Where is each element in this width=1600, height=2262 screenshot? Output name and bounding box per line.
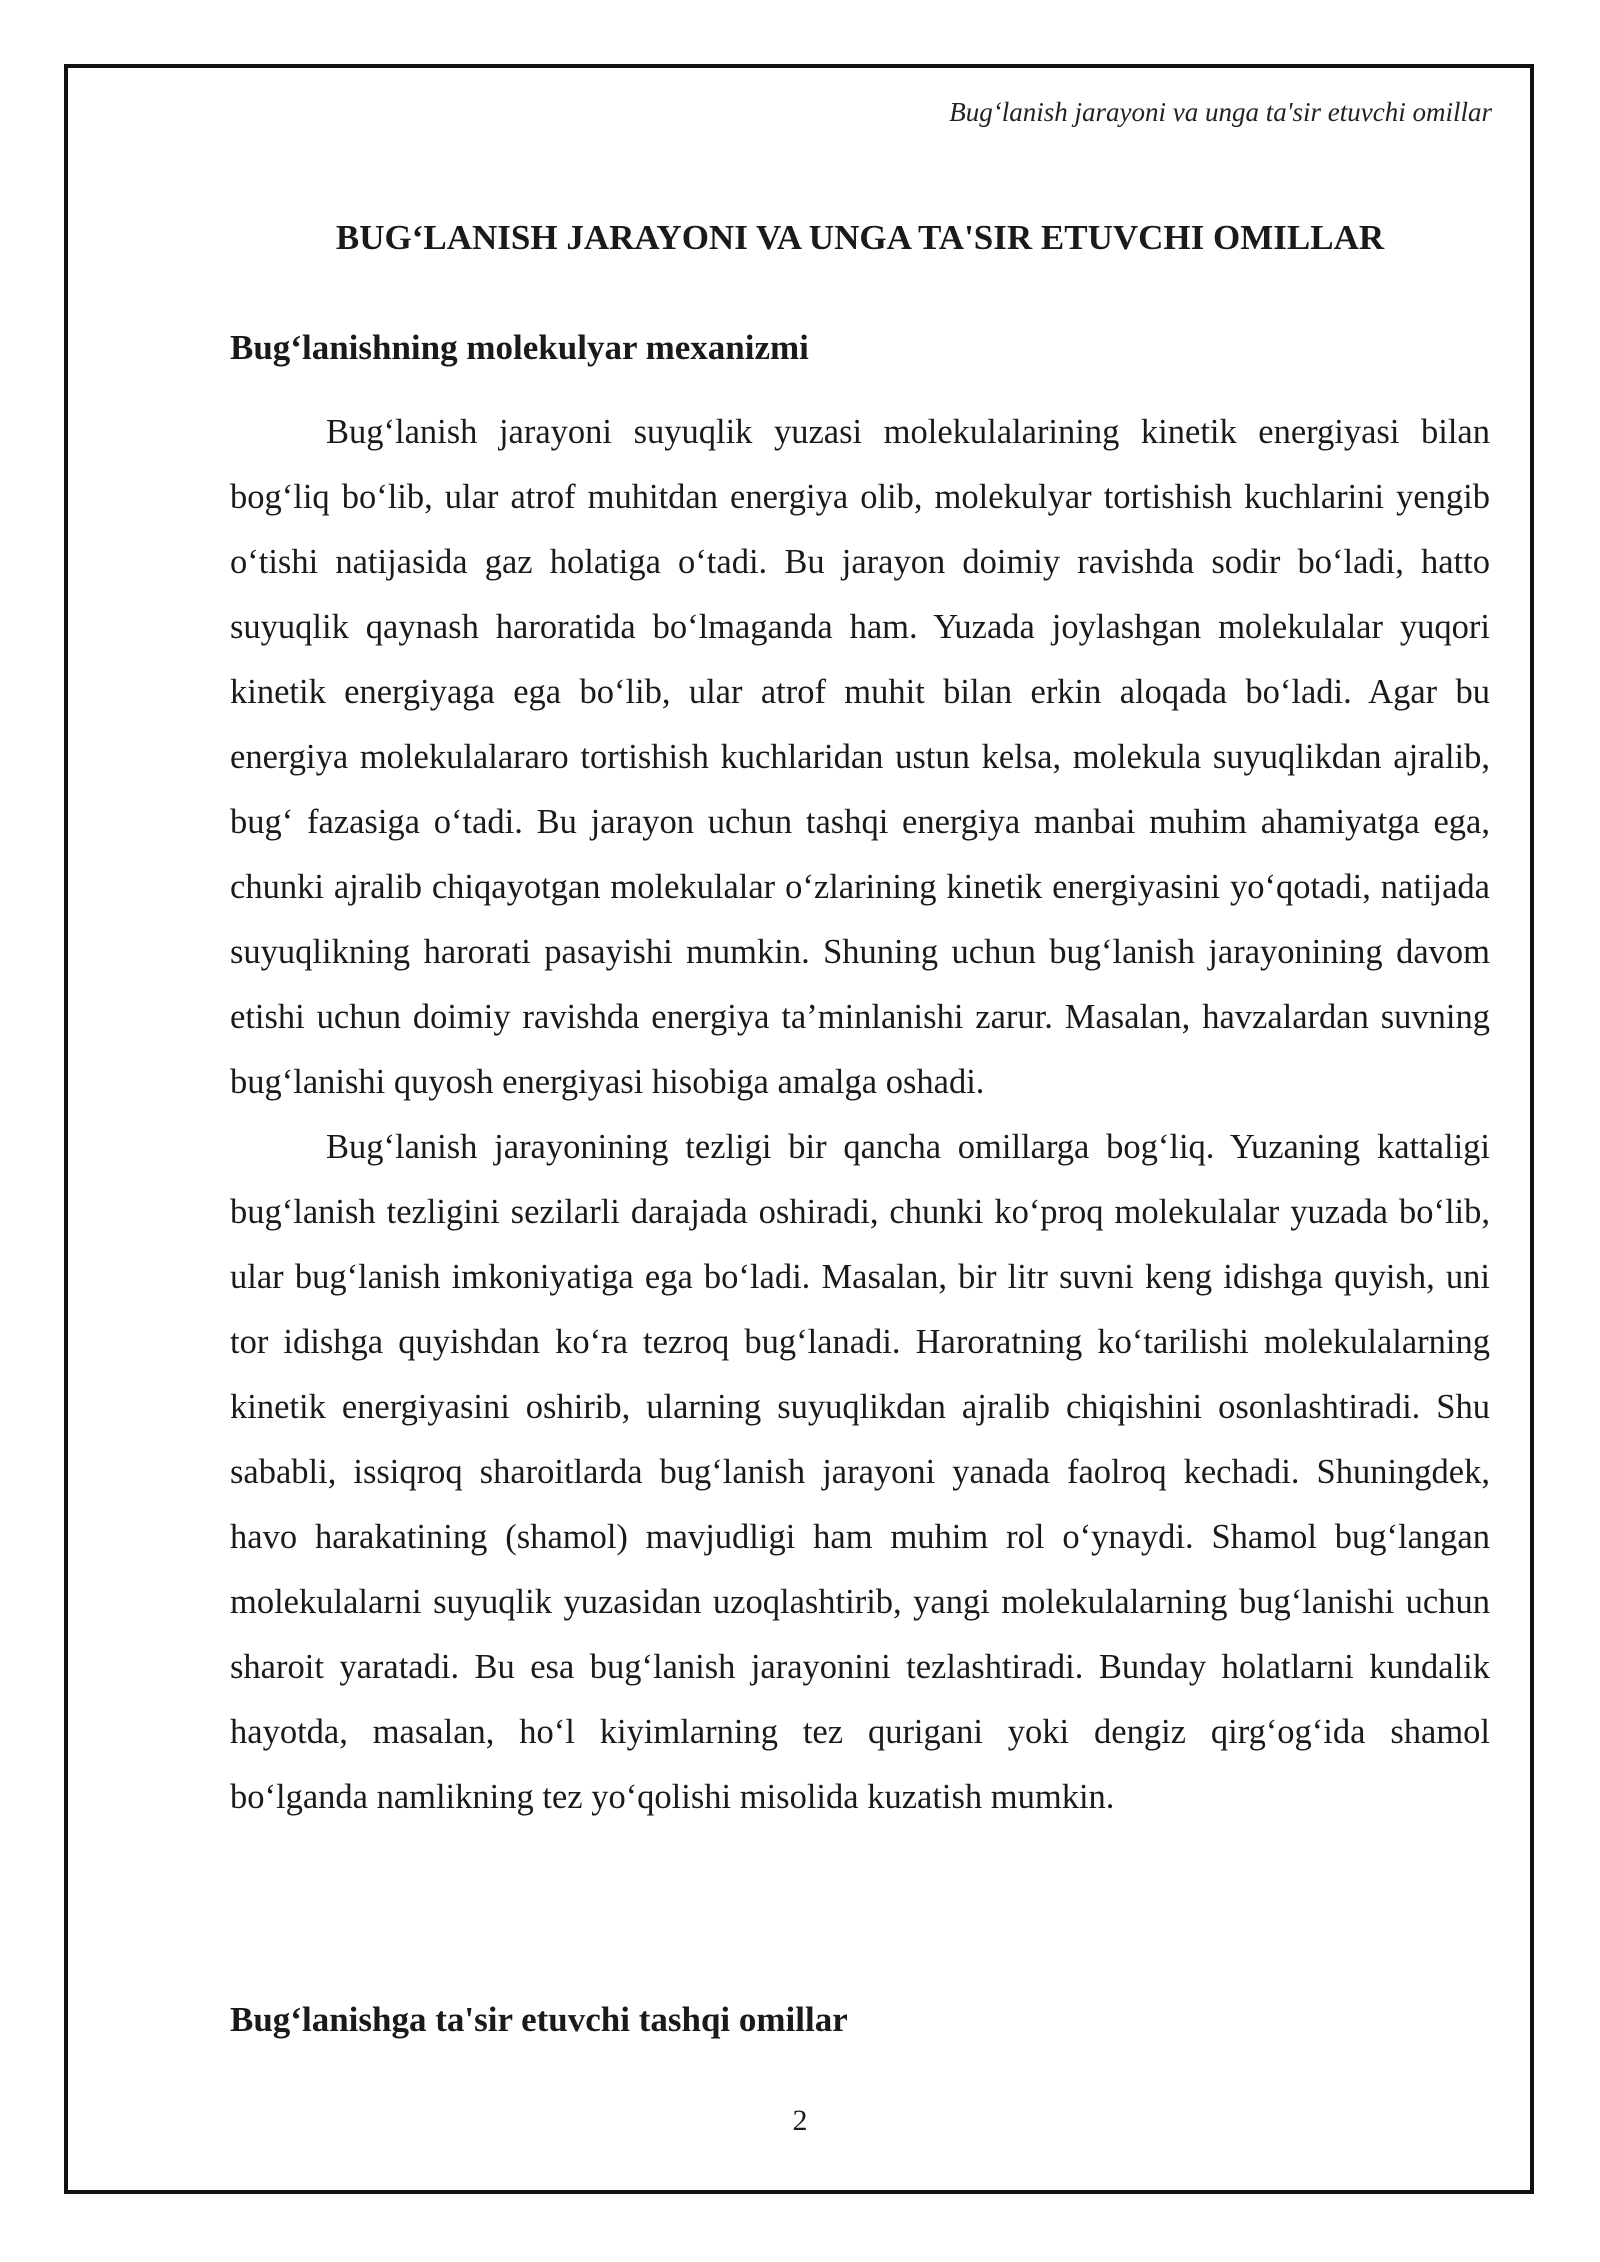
section-heading-external-factors: Bug‘lanishga ta'sir etuvchi tashqi omillar (230, 2000, 848, 2039)
paragraph: Bug‘lanish jarayoni suyuqlik yuzasi molekulalarining kinetik energiyasi bilan bog‘liq bo‘lib, ular atrof muhitdan energiya olib, molekulyar tortishish kuchlarini yengib o‘tishi natijasida gaz holatiga o‘tadi. Bu jarayon doimiy ravishda sodir bo‘ladi, hatto suyuqlik qaynash haroratida bo‘lmaganda ham. Yuzada joylashgan molekulalar yuqori kinetik energiyaga ega bo‘lib, ular atrof muhit bilan erkin aloqada bo‘ladi. Agar bu energiya molekulalararo tortishish kuchlaridan ustun kelsa, molekula suyuqlikdan ajralib, bug‘ fazasiga o‘tadi. Bu jarayon uchun tashqi energiya manbai muhim ahamiyatga ega, chunki ajralib chiqayotgan molekulalar o‘zlarining kinetik energiyasini yo‘qotadi, natijada suyuqlikning harorati pasayishi mumkin. Shuning uchun bug‘lanish jarayonining davom etishi uchun doimiy ravishda energiya ta’minlanishi zarur. Masalan, havzalardan suvning bug‘lanishi quyosh energiyasi hisobiga amalga oshadi. (230, 413, 1490, 1101)
section-heading-molecular-mechanism: Bug‘lanishning molekulyar mexanizmi (230, 328, 809, 367)
document-title: BUG‘LANISH JARAYONI VA UNGA TA'SIR ETUVCHI OMILLAR (335, 218, 1385, 257)
section-body (230, 400, 1490, 1830)
paragraph: Bug‘lanish jarayonining tezligi bir qancha omillarga bog‘liq. Yuzaning kattaligi bug‘lanish tezligini sezilarli darajada oshiradi, chunki ko‘proq molekulalar yuzada bo‘lib, ular bug‘lanish imkoniyatiga ega bo‘ladi. Masalan, bir litr suvni keng idishga quyish, uni tor idishga quyishdan ko‘ra tezroq bug‘lanadi. Haroratning ko‘tarilishi molekulalarning kinetik energiyasini oshirib, ularning suyuqlikdan ajralib chiqishini osonlashtiradi. Shu sababli, issiqroq sharoitlarda bug‘lanish jarayoni yanada faolroq kechadi. Shuningdek, havo harakatining (shamol) mavjudligi ham muhim rol o‘ynaydi. Shamol bug‘langan molekulalarni suyuqlik yuzasidan uzoqlashtirib, yangi molekulalarning bug‘lanishi uchun sharoit yaratadi. Bu esa bug‘lanish jarayonini tezlashtiradi. Bunday holatlarni kundalik hayotda, masalan, ho‘l kiyimlarning tez qurigani yoki dengiz qirg‘og‘ida shamol bo‘lganda namlikning tez yo‘qolishi misolida kuzatish mumkin. (230, 1128, 1490, 1816)
page-number: 2 (792, 2104, 808, 2137)
running-header: Bug‘lanish jarayoni va unga ta'sir etuvchi omillar (949, 97, 1492, 127)
